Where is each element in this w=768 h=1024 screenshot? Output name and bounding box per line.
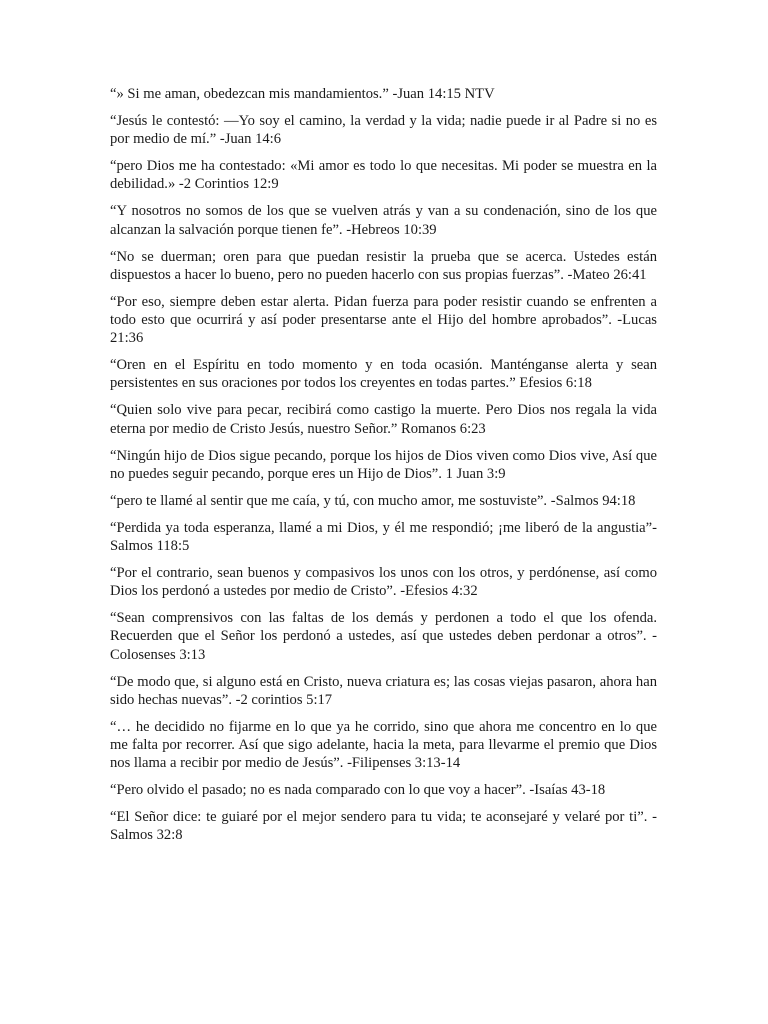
verse-paragraph: “pero te llamé al sentir que me caía, y tú, con mucho amor, me sostuviste”. -Salmos 94:18 [110,492,636,509]
verse-paragraph: “Sean comprensivos con las faltas de los demás y perdonen a todo el que los ofenda. Recuerden que el Señor los perdonó a ustedes, así que ustedes deben perdonar a otros”. -Colosenses 3:13 [110,610,657,663]
verse-paragraph: “De modo que, si alguno está en Cristo, nueva criatura es; las cosas viejas pasaron, ahora han sido hechas nuevas”. -2 corintios 5:17 [110,673,657,708]
document-page [110,85,657,853]
verse-paragraph: “El Señor dice: te guiaré por el mejor sendero para tu vida; te aconsejaré y velaré por ti”. -Salmos 32:8 [110,809,657,844]
verse-paragraph: “pero Dios me ha contestado: «Mi amor es todo lo que necesitas. Mi poder se muestra en la debilidad.» -2 Corintios 12:9 [110,158,657,193]
verse-paragraph: “Y nosotros no somos de los que se vuelven atrás y van a su condenación, sino de los que alcanzan la salvación porque tienen fe”. -Hebreos 10:39 [110,203,657,238]
verse-paragraph: “» Si me aman, obedezcan mis mandamientos.” -Juan 14:15 NTV [110,86,495,102]
verse-paragraph: “Quien solo vive para pecar, recibirá como castigo la muerte. Pero Dios nos regala la vida eterna por medio de Cristo Jesús, nuestro Señor.” Romanos 6:23 [110,402,657,437]
verse-paragraph: “Oren en el Espíritu en todo momento y en toda ocasión. Manténganse alerta y sean persistentes en sus oraciones por todos los creyentes en todas partes.” Efesios 6:18 [110,357,657,392]
verse-paragraph: “Perdida ya toda esperanza, llamé a mi Dios, y él me respondió; ¡me liberó de la angustia”- Salmos 118:5 [110,519,657,555]
verse-paragraph: “Por el contrario, sean buenos y compasivos los unos con los otros, y perdónense, así como Dios los perdonó a ustedes por medio de Cristo”. -Efesios 4:32 [110,565,657,600]
verse-paragraph: “Pero olvido el pasado; no es nada comparado con lo que voy a hacer”. -Isaías 43-18 [110,782,606,799]
verse-paragraph: “No se duerman; oren para que puedan resistir la prueba que se acerca. Ustedes están dispuestos a hacer lo bueno, pero no pueden hacerlo con sus propias fuerzas”. -Mateo 26:41 [110,248,657,283]
verse-paragraph: “Jesús le contestó: —Yo soy el camino, la verdad y la vida; nadie puede ir al Padre si no es por medio de mí.” -Juan 14:6 [110,113,657,148]
verse-paragraph: “Ningún hijo de Dios sigue pecando, porque los hijos de Dios viven como Dios vive, Así que no puedes seguir pecando, porque eres un Hijo de Dios”. 1 Juan 3:9 [110,447,657,482]
verse-paragraph: “Por eso, siempre deben estar alerta. Pidan fuerza para poder resistir cuando se enfrenten a todo esto que ocurrirá y así poder presentarse ante el Hijo del hombre aprobados”. -Lucas 21:36 [110,293,657,347]
verse-paragraph: “… he decidido no fijarme en lo que ya he corrido, sino que ahora me concentro en lo que me falta por recorrer. Así que sigo adelante, hacia la meta, para llevarme el premio que Dios nos llama a recibir por medio de Jesús”. -Filipenses 3:13-14 [110,718,657,772]
